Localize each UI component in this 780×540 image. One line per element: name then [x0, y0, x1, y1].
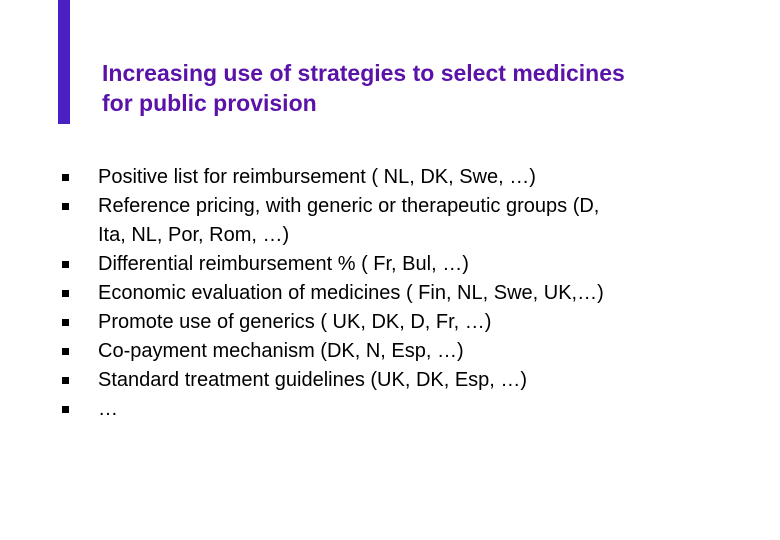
bullet-text: Reference pricing, with generic or therapeutic groups (D,: [98, 195, 600, 217]
bullet-item-ellipsis: [62, 395, 762, 424]
bullet-text: Economic evaluation of medicines ( Fin, NL, Swe, UK,…): [98, 282, 604, 304]
bullet-item-reference-pricing: [62, 192, 762, 250]
bullet-text: Standard treatment guidelines (UK, DK, Esp, …): [98, 369, 528, 391]
bullet-text-continuation: Ita, NL, Por, Rom, …): [98, 224, 290, 246]
square-bullet-icon: [62, 174, 69, 181]
square-bullet-icon: [62, 290, 69, 297]
bullet-list: [62, 163, 762, 424]
square-bullet-icon: [62, 203, 69, 210]
bullet-item-treatment-guidelines: [62, 366, 762, 395]
bullet-item-co-payment: [62, 337, 762, 366]
bullet-item-generics: [62, 308, 762, 337]
bullet-text: Differential reimbursement % ( Fr, Bul, …): [98, 253, 469, 275]
slide-title-line-2: for public provision: [102, 90, 317, 116]
slide-title: [102, 58, 762, 118]
bullet-text: Positive list for reimbursement ( NL, DK, Swe, …): [98, 166, 536, 188]
bullet-text: Co-payment mechanism (DK, N, Esp, …): [98, 340, 464, 362]
square-bullet-icon: [62, 348, 69, 355]
square-bullet-icon: [62, 406, 69, 413]
bullet-text: …: [98, 398, 118, 420]
accent-bar: [58, 0, 70, 124]
bullet-text: Promote use of generics ( UK, DK, D, Fr, …): [98, 311, 492, 333]
bullet-item-differential-reimbursement: [62, 250, 762, 279]
bullet-item-positive-list: [62, 163, 762, 192]
square-bullet-icon: [62, 319, 69, 326]
square-bullet-icon: [62, 261, 69, 268]
square-bullet-icon: [62, 377, 69, 384]
bullet-item-economic-evaluation: [62, 279, 762, 308]
slide-title-line-1: Increasing use of strategies to select medicines: [102, 60, 625, 86]
